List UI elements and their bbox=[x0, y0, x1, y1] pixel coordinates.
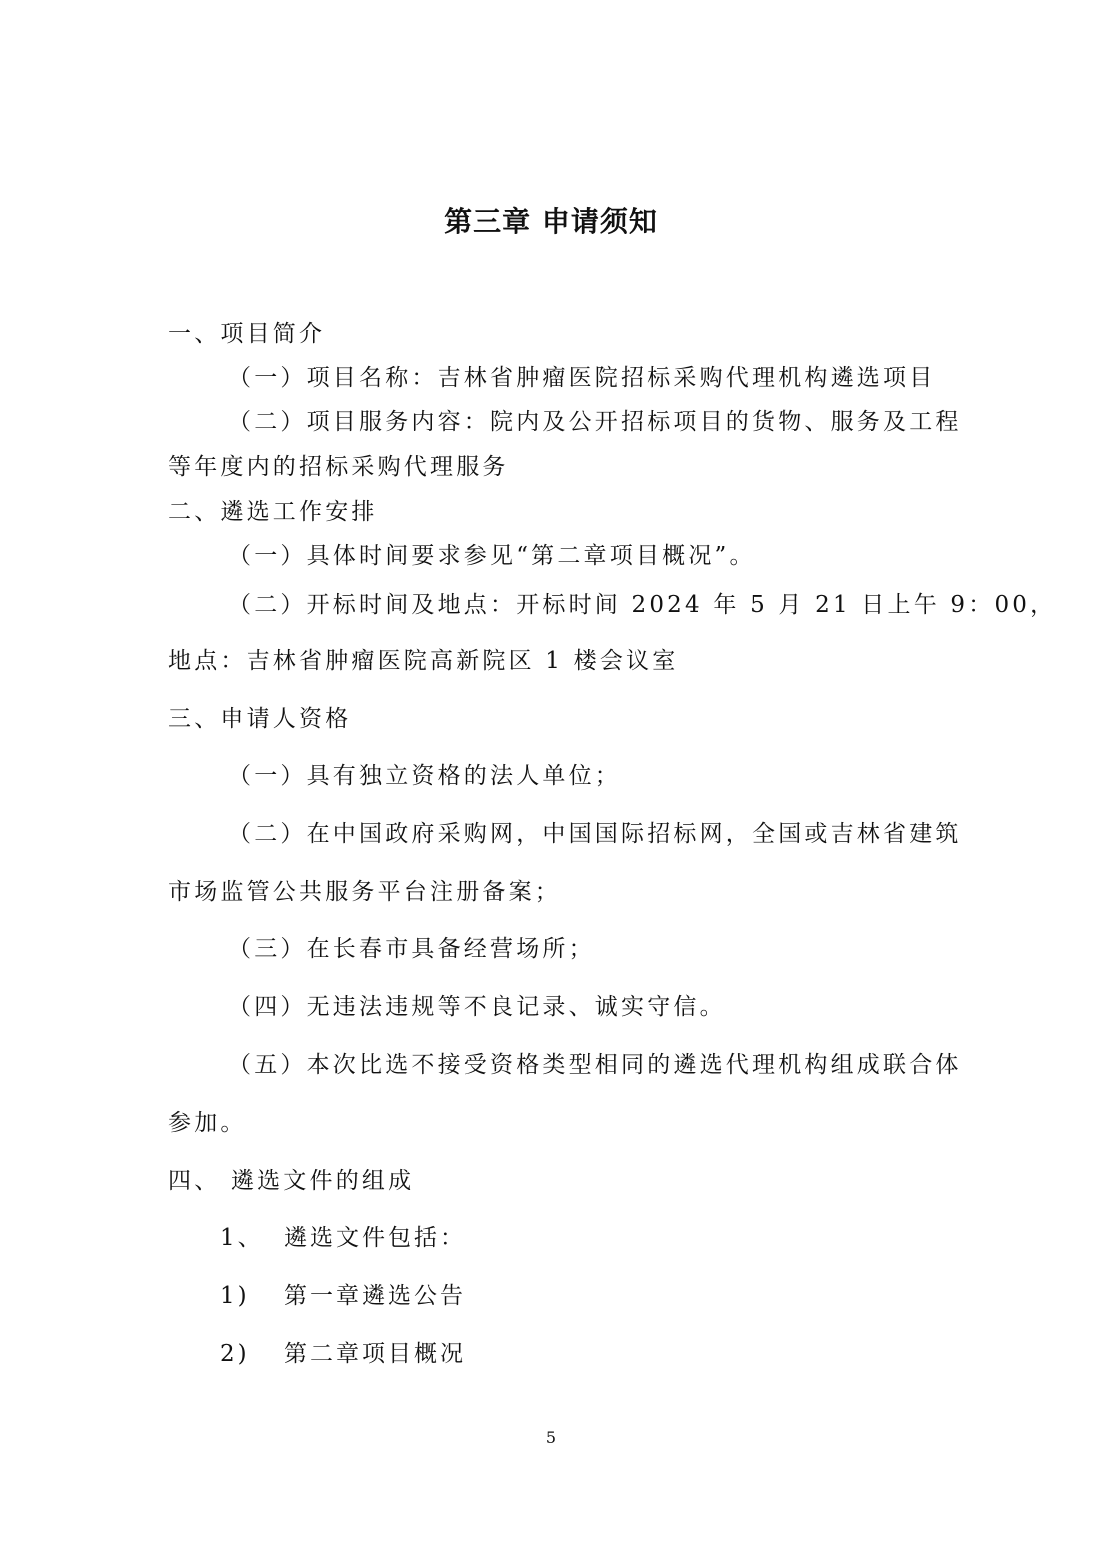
page-number: 5 bbox=[545, 1428, 557, 1447]
paragraph: 地点：吉林省肿瘤医院高新院区 1 楼会议室 bbox=[168, 648, 679, 674]
list-item bbox=[0, 1280, 1102, 1312]
list-item bbox=[0, 1338, 1102, 1370]
paragraph: （一）具体时间要求参见“第二章项目概况”。 bbox=[228, 543, 756, 569]
list-item-text: 遴选文件包括： bbox=[284, 1225, 466, 1251]
list-item bbox=[0, 1222, 1102, 1254]
section-heading: 一、项目简介 bbox=[168, 321, 326, 347]
list-item-text: 第一章遴选公告 bbox=[284, 1283, 466, 1309]
paragraph: 参加。 bbox=[168, 1110, 247, 1136]
paragraph: （五）本次比选不接受资格类型相同的遴选代理机构组成联合体 bbox=[228, 1052, 962, 1078]
paragraph: （二）项目服务内容：院内及公开招标项目的货物、服务及工程 bbox=[228, 409, 962, 435]
paragraph: （一）项目名称：吉林省肿瘤医院招标采购代理机构遴选项目 bbox=[228, 365, 936, 391]
paragraph: （四）无违法违规等不良记录、诚实守信。 bbox=[228, 994, 726, 1020]
list-item-number: 2) bbox=[220, 1341, 250, 1367]
section-heading: 三、申请人资格 bbox=[168, 706, 352, 732]
section-heading: 二、遴选工作安排 bbox=[168, 499, 378, 525]
list-item-number: 1、 bbox=[220, 1225, 264, 1251]
list-item-text: 第二章项目概况 bbox=[284, 1341, 466, 1367]
paragraph: （二）开标时间及地点：开标时间 2024 年 5 月 21 日上午 9：00， bbox=[228, 592, 1057, 618]
list-item-number: 1) bbox=[220, 1283, 250, 1309]
paragraph: 等年度内的招标采购代理服务 bbox=[168, 454, 509, 480]
paragraph: （三）在长春市具备经营场所； bbox=[228, 936, 595, 962]
section-heading: 四、 遴选文件的组成 bbox=[168, 1168, 415, 1194]
paragraph: 市场监管公共服务平台注册备案； bbox=[168, 879, 561, 905]
paragraph: （二）在中国政府采购网，中国国际招标网，全国或吉林省建筑 bbox=[228, 821, 962, 847]
paragraph: （一）具有独立资格的法人单位； bbox=[228, 763, 621, 789]
chapter-title: 第三章 申请须知 bbox=[444, 205, 658, 238]
